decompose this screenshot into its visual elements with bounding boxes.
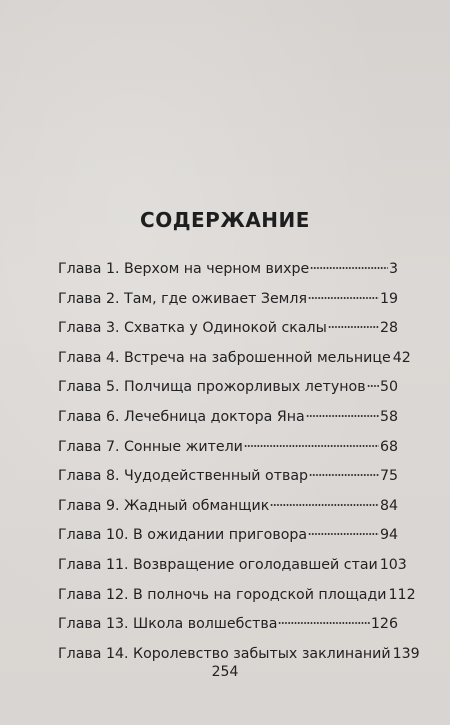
- toc-entry-label: Глава 5. Полчища прожорливых летунов: [58, 379, 366, 396]
- dot-leader: [278, 621, 369, 625]
- dot-leader: [328, 325, 379, 329]
- toc-page-number: 94: [379, 527, 398, 544]
- dot-leader: [306, 414, 379, 418]
- toc-page-number: 126: [370, 616, 398, 633]
- toc-row: [58, 314, 398, 344]
- toc-row: [58, 255, 398, 285]
- toc-page-number: 103: [379, 556, 407, 573]
- toc-entry-label: Глава 8. Чудодейственный отвар: [58, 468, 309, 485]
- toc-row: [58, 403, 398, 433]
- toc-entry-label: Глава 12. В полночь на городской площади: [58, 586, 387, 603]
- toc-row: [58, 551, 407, 581]
- toc-page-number: 68: [379, 438, 398, 455]
- toc-entry-label: Глава 4. Встреча на заброшенной мельнице: [58, 349, 391, 366]
- toc-page-number: 58: [379, 408, 398, 425]
- toc-page-number: 50: [379, 379, 398, 396]
- toc-row: [58, 373, 398, 403]
- page-number: 254: [211, 664, 239, 680]
- toc-row: [58, 610, 398, 640]
- toc-entry-label: Глава 9. Жадный обманщик: [58, 497, 270, 514]
- toc-page-number: 3: [388, 261, 398, 277]
- toc-entry-label: Глава 1. Верхом на черном вихре: [58, 261, 310, 277]
- toc-page-number: 42: [392, 349, 411, 366]
- toc-page-number: 139: [392, 645, 420, 662]
- dot-leader: [367, 384, 379, 388]
- dot-leader: [308, 532, 379, 536]
- toc-entry-label: Глава 14. Королевство забытых заклинаний: [58, 645, 391, 662]
- toc-entry-label: Глава 7. Сонные жители: [58, 438, 243, 455]
- toc-page-number: 84: [379, 497, 398, 514]
- toc-page-number: 112: [388, 586, 416, 603]
- table-of-contents: [58, 255, 420, 669]
- dot-leader: [244, 444, 379, 448]
- toc-row: [58, 462, 398, 492]
- dot-leader: [309, 473, 379, 477]
- page-title: СОДЕРЖАНИЕ: [140, 208, 310, 232]
- toc-entry-label: Глава 13. Школа волшебства: [58, 616, 278, 633]
- toc-row: [58, 521, 398, 551]
- toc-page-number: 75: [379, 468, 398, 485]
- toc-entry-label: Глава 11. Возвращение оголодавшей стаи: [58, 556, 378, 573]
- toc-row: [58, 344, 411, 374]
- dot-leader: [308, 296, 379, 300]
- toc-page-number: 28: [379, 320, 398, 337]
- toc-page-number: 19: [379, 290, 398, 307]
- dot-leader: [270, 503, 379, 507]
- dot-leader: [310, 266, 388, 270]
- toc-entry-label: Глава 2. Там, где оживает Земля: [58, 290, 307, 307]
- toc-entry-label: Глава 3. Схватка у Одинокой скалы: [58, 320, 327, 337]
- toc-entry-label: Глава 6. Лечебница доктора Яна: [58, 408, 305, 425]
- toc-row: [58, 285, 398, 315]
- toc-row: [58, 492, 398, 522]
- toc-row: [58, 581, 416, 611]
- toc-row: [58, 433, 398, 463]
- toc-entry-label: Глава 10. В ожидании приговора: [58, 527, 308, 544]
